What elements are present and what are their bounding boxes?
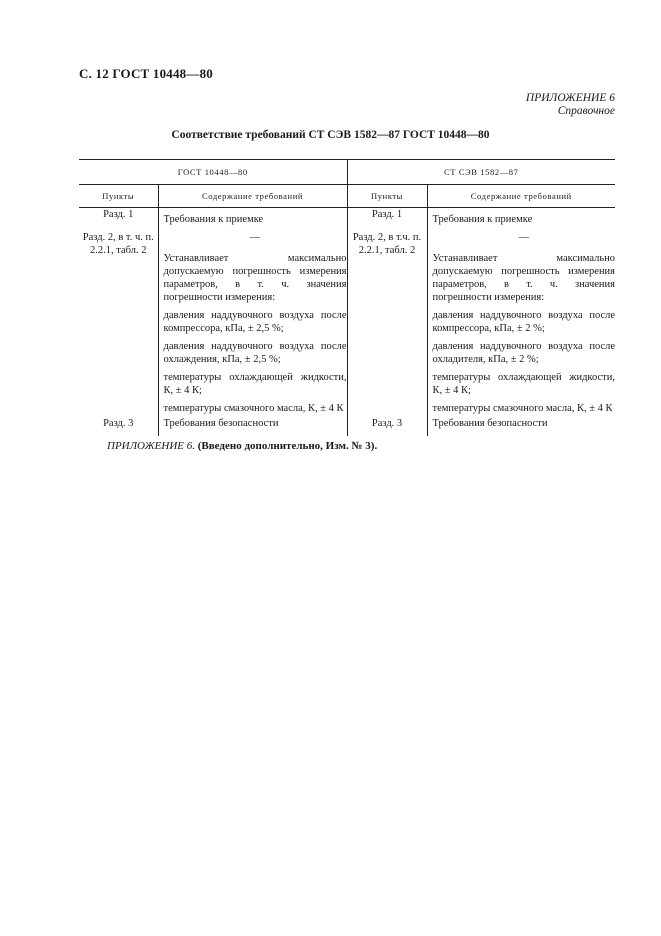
left-group-header: ГОСТ 10448—80 [79,160,347,185]
requirement-text: Требования безопасности [163,418,279,429]
requirement-text: давления наддувочного воздуха после компрессора, кПа, ± 2 %; [432,310,616,334]
dash-placeholder: — [249,232,261,243]
left-point-cell: Разд. 3 [79,417,158,436]
requirement-text: Требования к приемке [163,214,264,225]
left-point-cell: Разд. 2, в т. ч. п. 2.2.1, табл. 2 [79,231,158,417]
requirement-text: давления наддувочного воздуха после компрессора, кПа, ± 2,5 %; [163,310,347,334]
requirement-text: Требования к приемке [432,214,533,225]
requirement-text: давления наддувочного воздуха после охладителя, кПа, ± 2 %; [432,341,616,365]
right-content-cell [427,417,615,436]
requirement-text: температуры охлаждающей жидкости, К, ± 4 К; [432,372,616,396]
right-point-cell: Разд. 2, в т.ч. п. 2.2.1, табл. 2 [347,231,427,417]
requirement-text: давления наддувочного воздуха после охлаждения, кПа, ± 2,5 %; [163,341,347,365]
requirement-text: температуры смазочного масла, К, ± 4 К [163,403,344,414]
note-label: ПРИЛОЖЕНИЕ 6. [107,440,195,452]
page-header: С. 12 ГОСТ 10448—80 [79,66,213,81]
note-text: (Введено дополнительно, Изм. № 3). [197,440,378,452]
right-point-cell: Разд. 1 [347,208,427,232]
left-points-header: Пункты [79,185,158,208]
table-row [79,208,615,232]
correspondence-table [79,159,615,436]
right-content-cell [427,231,615,417]
requirement-text: температуры смазочного масла, К, ± 4 К [432,403,613,414]
left-point-cell: Разд. 1 [79,208,158,232]
requirement-text: Требования безопасности [432,418,548,429]
table-row [79,231,615,417]
left-content-cell [158,208,347,232]
requirement-text: Устанавливает максимально допускаемую погрешность измерения параметров, в т. ч. значения погрешности измерения: [163,253,347,303]
appendix-subtitle: Справочное [557,105,615,117]
document-title: Соответствие требований СТ СЭВ 1582—87 ГОСТ 10448—80 [171,129,490,141]
left-content-cell [158,417,347,436]
appendix-label: ПРИЛОЖЕНИЕ 6 [525,92,615,104]
right-content-cell [427,208,615,232]
right-group-header: СТ СЭВ 1582—87 [347,160,615,185]
right-content-header: Содержание требований [427,185,615,208]
table-row [79,417,615,436]
left-content-header: Содержание требований [158,185,347,208]
appendix-note [107,440,377,452]
right-point-cell: Разд. 3 [347,417,427,436]
appendix-heading [526,92,615,118]
left-content-cell [158,231,347,417]
dash-placeholder: — [518,232,530,243]
requirement-text: Устанавливает максимально допускаемую погрешность измерения параметров, в т. ч. значения погрешности измерения: [432,253,616,303]
right-points-header: Пункты [347,185,427,208]
requirement-text: температуры охлаждающей жидкости, К, ± 4 К; [163,372,347,396]
